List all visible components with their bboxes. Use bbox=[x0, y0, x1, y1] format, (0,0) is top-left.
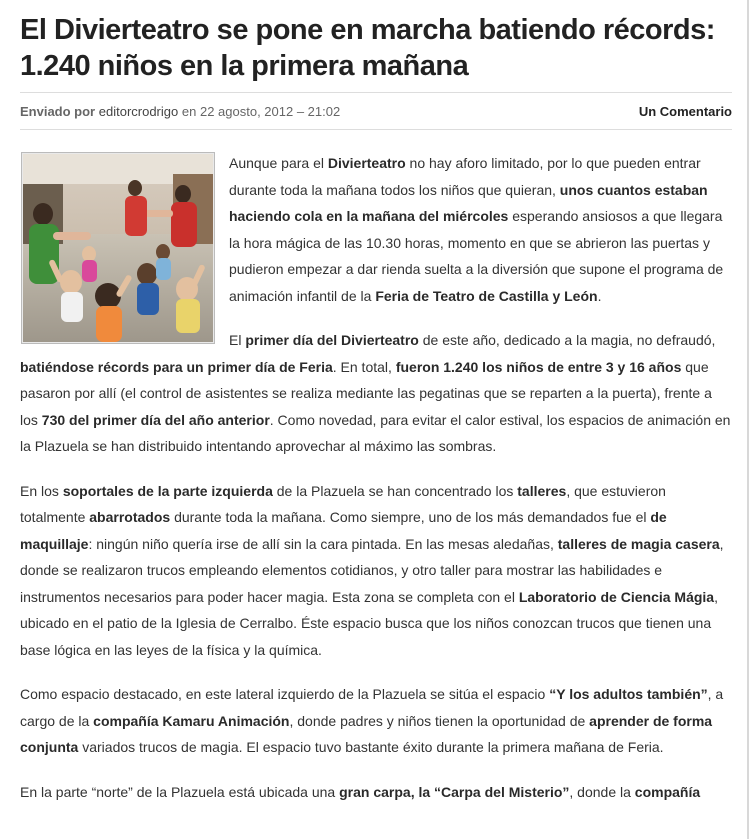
article-photo[interactable] bbox=[21, 152, 215, 344]
post-title[interactable]: El Divierteatro se pone en marcha batiendo récords: 1.240 niños en la primera mañana bbox=[20, 14, 715, 82]
bold-text: aprender de forma conjunta bbox=[20, 712, 713, 755]
text-span: variados trucos de magia. El espacio tuvo bastante éxito durante la primera mañana de Feria. bbox=[78, 739, 664, 755]
post-article bbox=[20, 0, 732, 823]
bold-text: fueron 1.240 los niños de entre 3 y 16 años bbox=[395, 358, 682, 375]
text-span: , donde se realizaron trucos empleando elementos cotidianos, y otro taller para mostrar las habilidades e instrumentos necesarios para poder hacer magia. Esta zona se completa con el bbox=[20, 535, 724, 605]
text-span: no hay aforo limitado, por lo que pueden entrar durante toda la mañana todos los niños que quieran, bbox=[229, 155, 701, 198]
bold-text: compañía Kamaru Animación bbox=[93, 712, 290, 729]
text-span: . Como novedad, para evitar el calor estival, los espacios de animación en la Plazuela se han distribuido intentando aprovechar al máximo las sombras. bbox=[20, 411, 731, 454]
text-span: , ubicado en el patio de la Iglesia de Cerralbo. Éste espacio busca que los niños conozcan trucos que tienen una base lógica en las leyes de la física y la química. bbox=[20, 588, 718, 658]
bold-text: de maquillaje bbox=[20, 509, 667, 552]
text-span: Como espacio destacado, en este lateral izquierdo de la Plazuela se sitúa el espacio bbox=[20, 686, 550, 702]
text-span: En la parte “norte” de la Plazuela está ubicada una bbox=[20, 783, 340, 800]
post-meta bbox=[20, 92, 732, 130]
bold-text: talleres bbox=[517, 482, 567, 499]
text-span: durante toda la mañana. Como siempre, uno de los más demandados fue el bbox=[170, 509, 651, 525]
post-content bbox=[20, 150, 732, 805]
sent-by-label: Enviado por bbox=[20, 103, 96, 119]
bold-text: talleres de magia casera bbox=[557, 535, 720, 552]
bold-text: abarrotados bbox=[89, 509, 171, 525]
author-link[interactable]: editorcrodrigo bbox=[98, 103, 179, 119]
post-date: 22 agosto, 2012 – 21:02 bbox=[199, 103, 341, 119]
bold-text: Laboratorio de Ciencia Mágia bbox=[518, 588, 715, 605]
paragraph-4 bbox=[20, 681, 732, 761]
date-prefix: en bbox=[181, 103, 197, 119]
bold-text: compañía bbox=[634, 783, 701, 800]
text-span: , que estuvieron totalmente bbox=[20, 482, 666, 525]
comments-link[interactable]: Un Comentario bbox=[638, 103, 732, 119]
text-span: esperando ansiosos a que llegara la hora mágica de las 10.30 horas, momento en que se abrieron las puertas y pudieron empezar a dar rienda suelta a la diversión que supone el programa de animación infantil de la bbox=[229, 208, 724, 304]
text-span: de este año, dedicado a la magia, no defraudó, bbox=[418, 332, 716, 348]
bold-text: soportales de la parte izquierda bbox=[62, 482, 273, 499]
paragraph-3 bbox=[20, 478, 732, 664]
bold-text: primer día del Divierteatro bbox=[245, 332, 419, 348]
text-span: que pasaron por allí (el control de asistentes se realiza mediante las pegatinas que se reparten a la puerta), frente a los bbox=[20, 358, 712, 428]
paragraph-2 bbox=[20, 327, 732, 460]
bold-text: gran carpa, la “Carpa del Misterio” bbox=[339, 783, 570, 800]
paragraph-5 bbox=[20, 779, 732, 806]
text-span: , a cargo de la bbox=[20, 686, 724, 729]
text-span: , donde padres y niños tienen la oportunidad de bbox=[289, 712, 590, 729]
bold-text: Feria de Teatro de Castilla y León bbox=[375, 287, 598, 304]
post-byline bbox=[20, 104, 340, 119]
text-span: de la Plazuela se han concentrado los bbox=[272, 482, 518, 499]
text-span: Aunque para el bbox=[229, 155, 328, 171]
bold-text: 730 del primer día del año anterior bbox=[41, 411, 270, 428]
bold-text: Divierteatro bbox=[327, 155, 406, 171]
bold-text: batiéndose récords para un primer día de Feria bbox=[20, 358, 333, 375]
text-span: : ningún niño quería irse de allí sin la cara pintada. En las mesas aledañas, bbox=[88, 535, 558, 552]
children-playing-photo bbox=[23, 154, 213, 342]
bold-text: “Y los adultos también” bbox=[549, 686, 708, 702]
text-span: , donde la bbox=[569, 783, 635, 800]
text-span: . En total, bbox=[332, 358, 396, 375]
text-span: En los bbox=[20, 482, 63, 499]
text-span: El bbox=[229, 332, 246, 348]
text-span: . bbox=[597, 287, 602, 304]
bold-text: unos cuantos estaban haciendo cola en la mañana del miércoles bbox=[229, 181, 708, 224]
